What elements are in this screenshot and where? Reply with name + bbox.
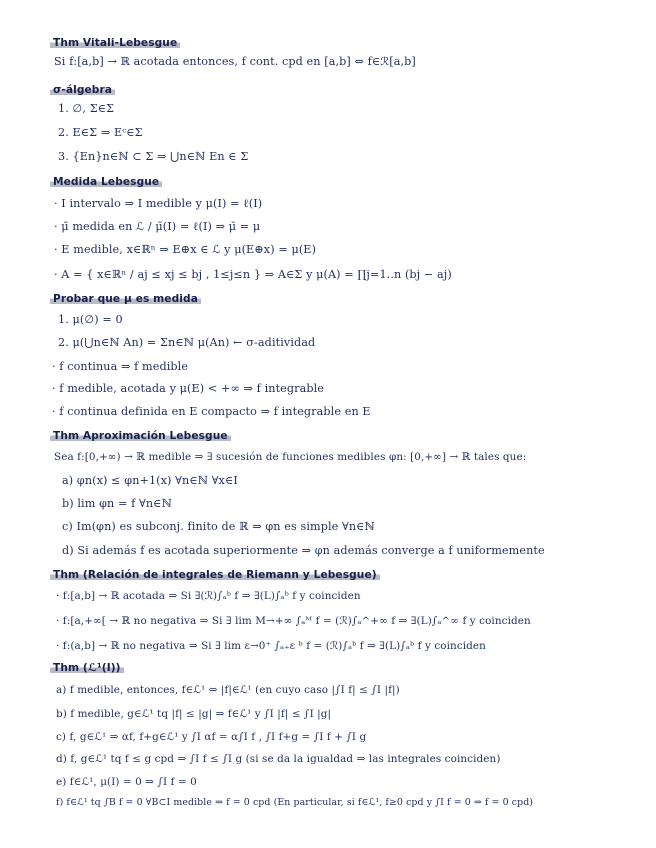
sigma-item-1: 1. ∅, Σ∈Σ: [58, 102, 115, 115]
l1-item-c: c) f, g∈ℒ¹ ⇒ αf, f+g∈ℒ¹ y ∫I αf = α∫I f , ∫I f+g = ∫I f + ∫I g: [56, 731, 367, 743]
probar-item-4: · f medible, acotada y μ(E) < +∞ ⇒ f integrable: [52, 382, 325, 395]
probar-item-2: 2. μ(⋃n∈ℕ An) = Σn∈ℕ μ(An) ← σ-aditividad: [58, 336, 316, 349]
relacion-item-3: · f:(a,b] → ℝ no negativa ⇒ Si ∃ lim ε→0⁺ ∫ₐ₊ε ᵇ f = (ℛ)∫ₐᵇ f ⇒ ∃(L)∫ₐᵇ f y coinciden: [56, 640, 486, 652]
l1-item-e: e) f∈ℒ¹, μ(I) = 0 ⇒ ∫I f = 0: [56, 776, 197, 788]
heading-vitali-lebesgue: Thm Vitali-Lebesgue: [50, 36, 180, 50]
medida-item-1: · I intervalo ⇒ I medible y μ(I) = ℓ(I): [54, 197, 263, 210]
vitali-statement: Si f:[a,b] → ℝ acotada entonces, f cont. cpd en [a,b] ⇔ f∈ℛ[a,b]: [54, 55, 416, 68]
relacion-item-2: · f:[a,+∞[ → ℝ no negativa ⇒ Si ∃ lim M→+∞ ∫ₐᴹ f = (ℛ)∫ₐ^+∞ f ⇒ ∃(L)∫ₐ^∞ f y coinciden: [56, 615, 531, 627]
aproximacion-item-d: d) Si además f es acotada superiormente ⇒ φn además converge a f uniformemente: [62, 544, 545, 557]
sigma-item-2: 2. E∈Σ ⇒ Eᶜ∈Σ: [58, 126, 143, 139]
l1-item-d: d) f, g∈ℒ¹ tq f ≤ g cpd ⇒ ∫I f ≤ ∫I g (si se da la igualdad ⇒ las integrales coinciden): [56, 753, 501, 765]
heading-probar-medida: Probar que μ es medida: [50, 292, 201, 306]
relacion-item-1: · f:[a,b] → ℝ acotada ⇒ Si ∃(ℛ)∫ₐᵇ f ⇒ ∃(L)∫ₐᵇ f y coinciden: [56, 590, 361, 602]
heading-sigma-algebra: σ-álgebra: [50, 83, 115, 97]
aproximacion-item-a: a) φn(x) ≤ φn+1(x) ∀n∈ℕ ∀x∈I: [62, 474, 238, 487]
aproximacion-item-c: c) Im(φn) es subconj. finito de ℝ ⇒ φn es simple ∀n∈ℕ: [62, 520, 375, 533]
medida-item-4: · A = { x∈ℝⁿ / aj ≤ xj ≤ bj , 1≤j≤n } ⇒ A∈Σ y μ(A) = ∏j=1..n (bj − aj): [54, 268, 452, 281]
heading-l1: Thm (ℒ¹(I)): [50, 661, 124, 675]
medida-item-2: · μ̄ medida en ℒ / μ̄(I) = ℓ(I) ⇒ μ̄ = μ: [54, 220, 261, 233]
heading-aproximacion-lebesgue: Thm Aproximación Lebesgue: [50, 429, 231, 443]
probar-item-5: · f continua definida en E compacto ⇒ f integrable en E: [52, 405, 371, 418]
l1-item-b: b) f medible, g∈ℒ¹ tq |f| ≤ |g| ⇒ f∈ℒ¹ y ∫I |f| ≤ ∫I |g|: [56, 708, 332, 720]
medida-item-3: · E medible, x∈ℝⁿ ⇒ E⊕x ∈ ℒ y μ(E⊕x) = μ(E): [54, 243, 317, 256]
sigma-item-3: 3. {En}n∈ℕ ⊂ Σ ⇒ ⋃n∈ℕ En ∈ Σ: [58, 150, 249, 163]
aproximacion-item-b: b) lim φn = f ∀n∈ℕ: [62, 497, 172, 510]
l1-item-f: f) f∈ℒ¹ tq ∫B f = 0 ∀B⊂I medible ⇒ f = 0 cpd (En particular, si f∈ℒ¹, f≥0 cpd y ∫I f = 0 ⇒ f = 0 cpd): [56, 797, 534, 808]
probar-item-3: · f continua ⇒ f medible: [52, 360, 189, 373]
heading-medida-lebesgue: Medida Lebesgue: [50, 175, 162, 189]
l1-item-a: a) f medible, entonces, f∈ℒ¹ ⇔ |f|∈ℒ¹ (en cuyo caso |∫I f| ≤ ∫I |f|): [56, 684, 400, 696]
aproximacion-statement: Sea f:[0,+∞) → ℝ medible ⇒ ∃ sucesión de funciones medibles φn: [0,+∞] → ℝ tales que:: [54, 451, 527, 463]
probar-item-1: 1. μ(∅) = 0: [58, 313, 123, 326]
heading-relacion-integrales: Thm (Relación de integrales de Riemann y Lebesgue): [50, 568, 380, 582]
